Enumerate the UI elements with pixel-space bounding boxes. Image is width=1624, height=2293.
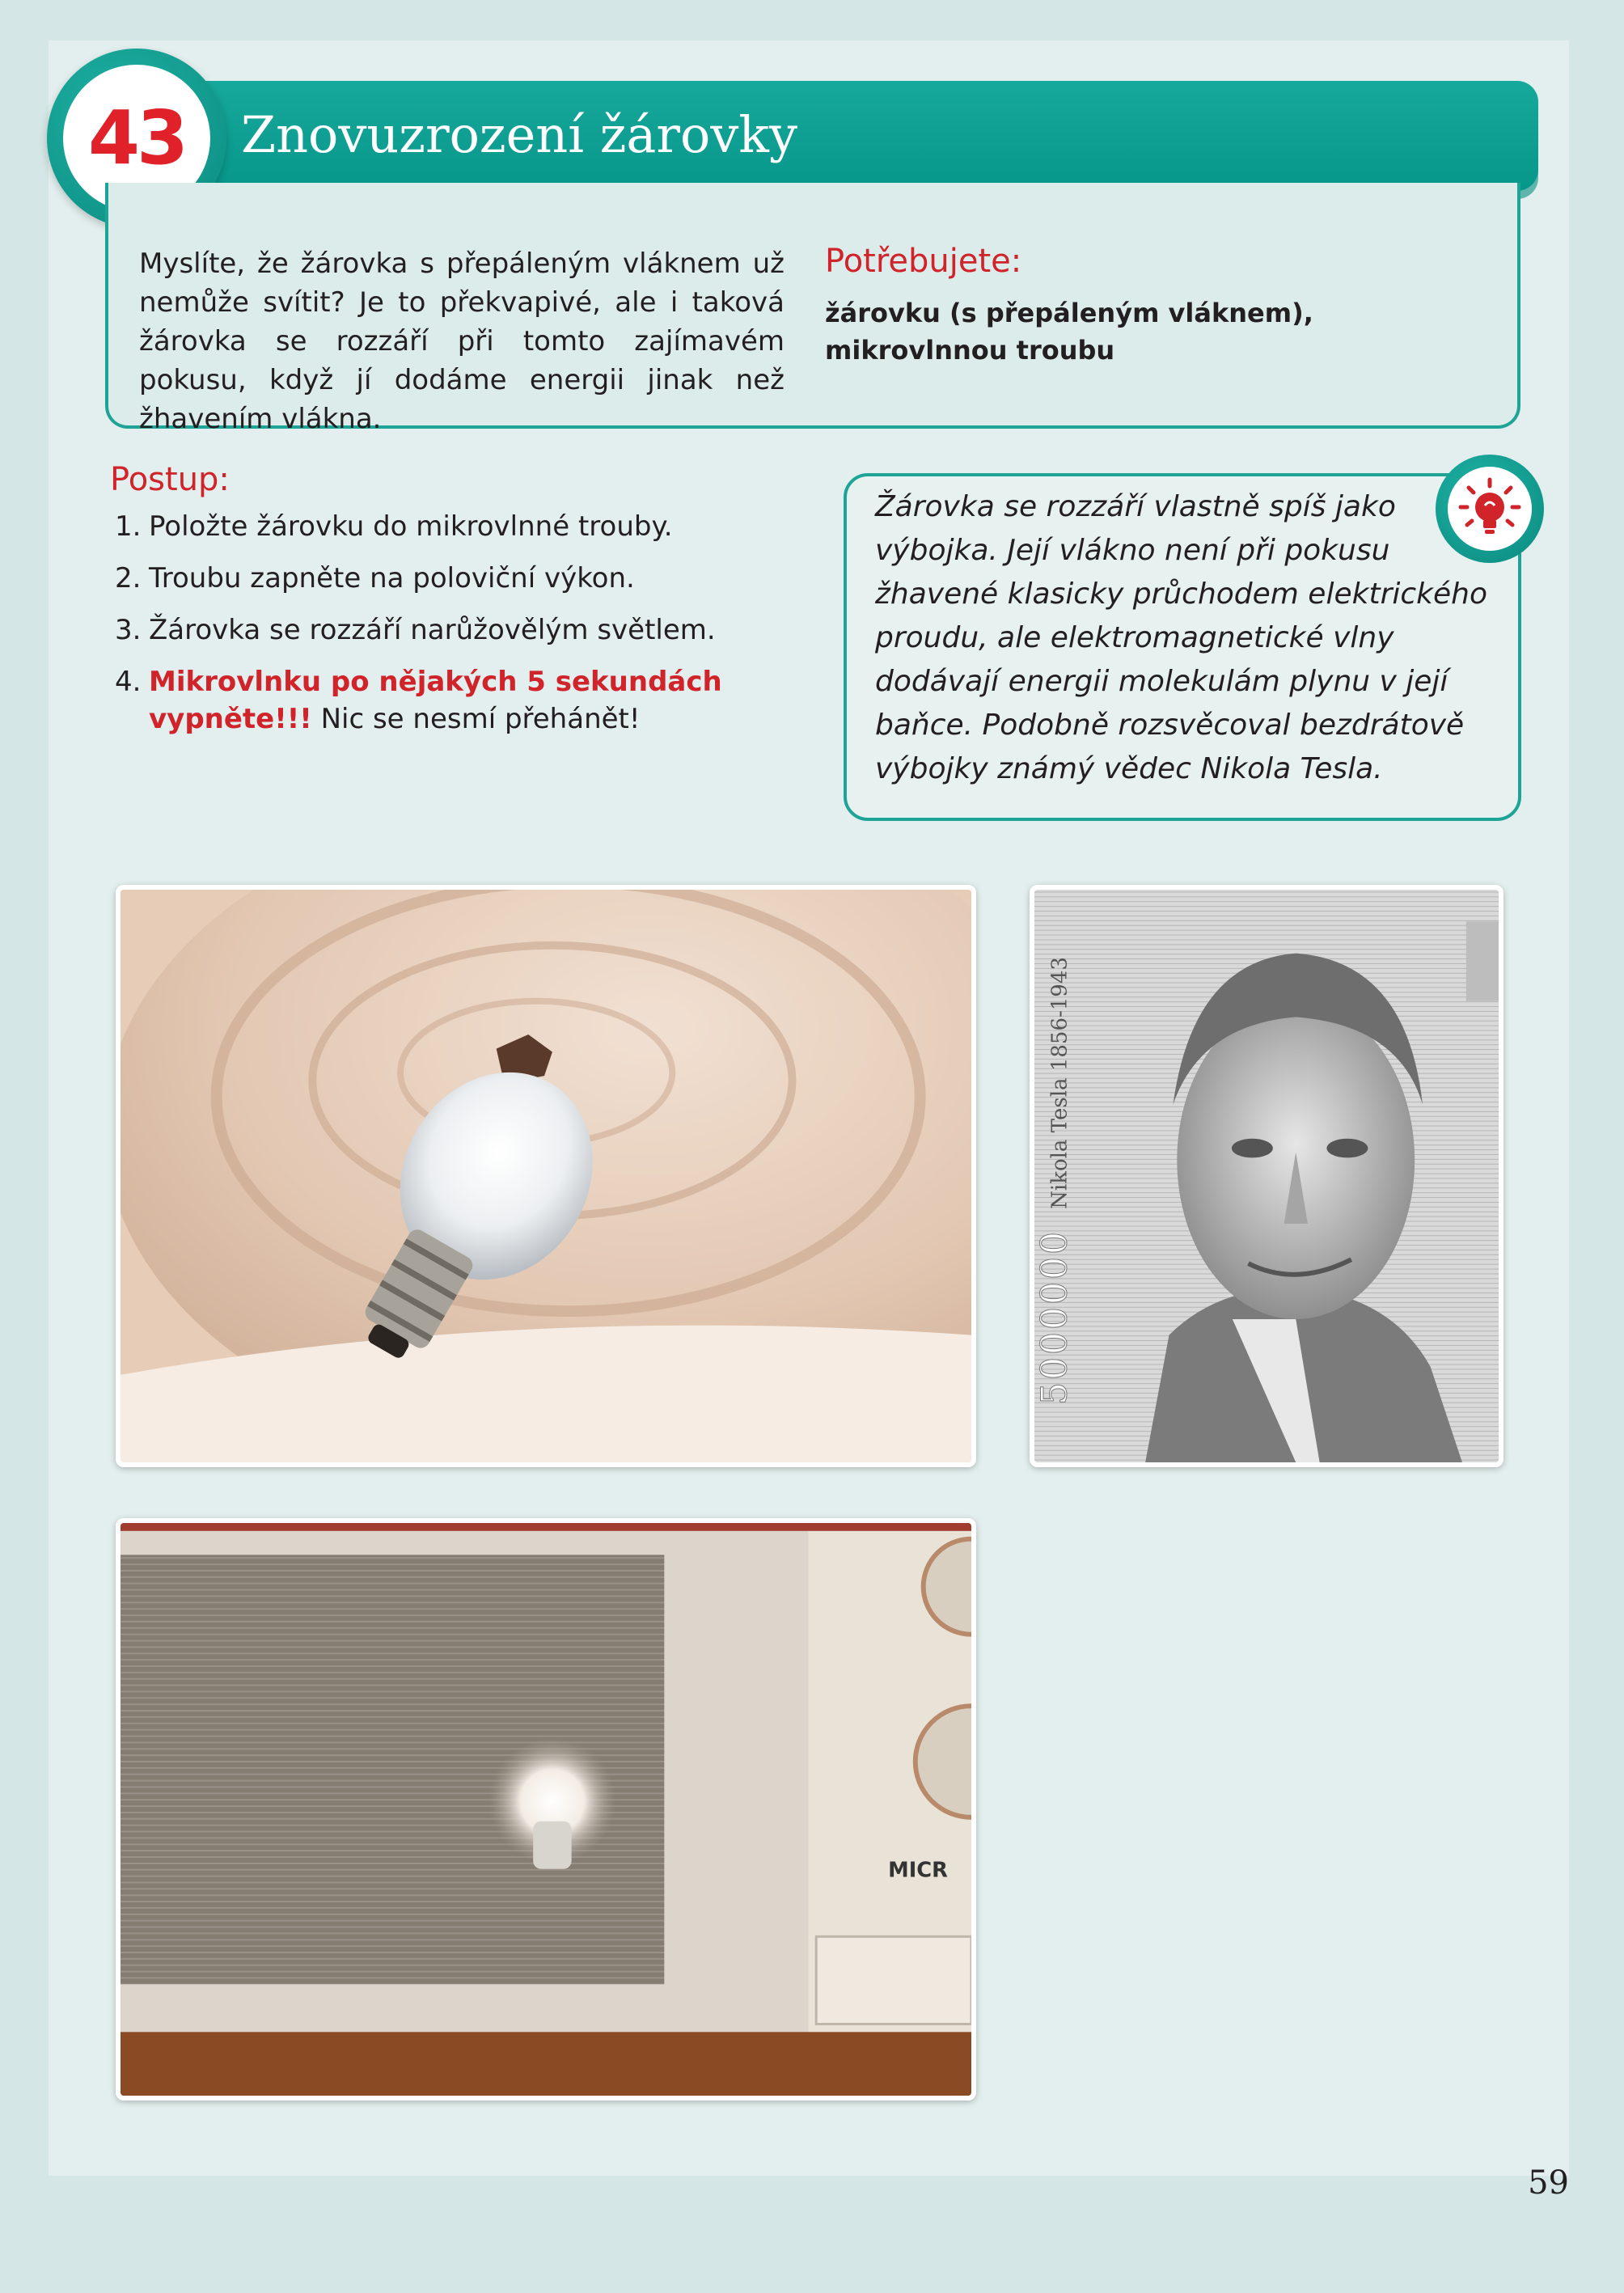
page-number: 59 [1528,2164,1569,2202]
banknote-caption: Nikola Tesla 1856-1943 [1047,957,1072,1209]
step-text: Žárovka se rozzáří narůžovělým světlem. [149,614,716,646]
step-text: Nic se nesmí přehánět! [311,703,641,735]
photo-tesla-banknote [1030,885,1503,1467]
experiment-number: 43 [87,95,186,181]
lightbulb-icon [1456,475,1524,543]
needs-heading: Potřebujete: [825,243,1022,280]
photo-bulb-on-turntable [116,885,976,1467]
page-title: Znovuzrození žárovky [241,105,797,164]
photo-glowing-bulb-in-microwave [116,1518,976,2101]
banknote-value: 5000000 [1034,1229,1076,1405]
svg-text:MICR: MICR [888,1858,948,1883]
procedure-step [110,611,838,649]
procedure-step [110,560,838,597]
procedure-list [110,508,838,752]
needs-items: žárovku (s přepáleným vláknem), mikrovlnnou troubu [825,298,1313,366]
step-number: 3. [115,614,142,646]
procedure-step [110,508,838,545]
step-number: 4. [115,666,142,698]
step-warning: Mikrovlnku po nějakých 5 sekundách vypněte!!! [149,666,722,735]
info-text: Žárovka se rozzáří vlastně spíš jako výbojka. Její vlákno není při pokusu žhavené klasicky průchodem elektrického proudu, ale elektromagnetické vlny dodávají energii molekulám plynu v její baňce. Podobně rozsvěcoval bezdrátově výbojky známý vědec Nikola Tesla. [875,490,1488,785]
step-text: Troubu zapněte na poloviční výkon. [149,562,635,594]
procedure-step [110,663,838,738]
step-number: 1. [115,510,142,543]
banknote-side-text [1034,890,1075,1467]
step-number: 2. [115,562,142,594]
procedure-heading: Postup: [110,461,230,498]
intro-text: Myslíte, že žárovka s přepáleným vláknem už nemůže svítit? Je to překvapivé, ale i taková žárovka se rozzáří při tomto zajímavém pokusu, když jí dodáme energii jinak než žhavením vlákna. [139,247,785,435]
step-text: Položte žárovku do mikrovlnné trouby. [149,510,673,543]
